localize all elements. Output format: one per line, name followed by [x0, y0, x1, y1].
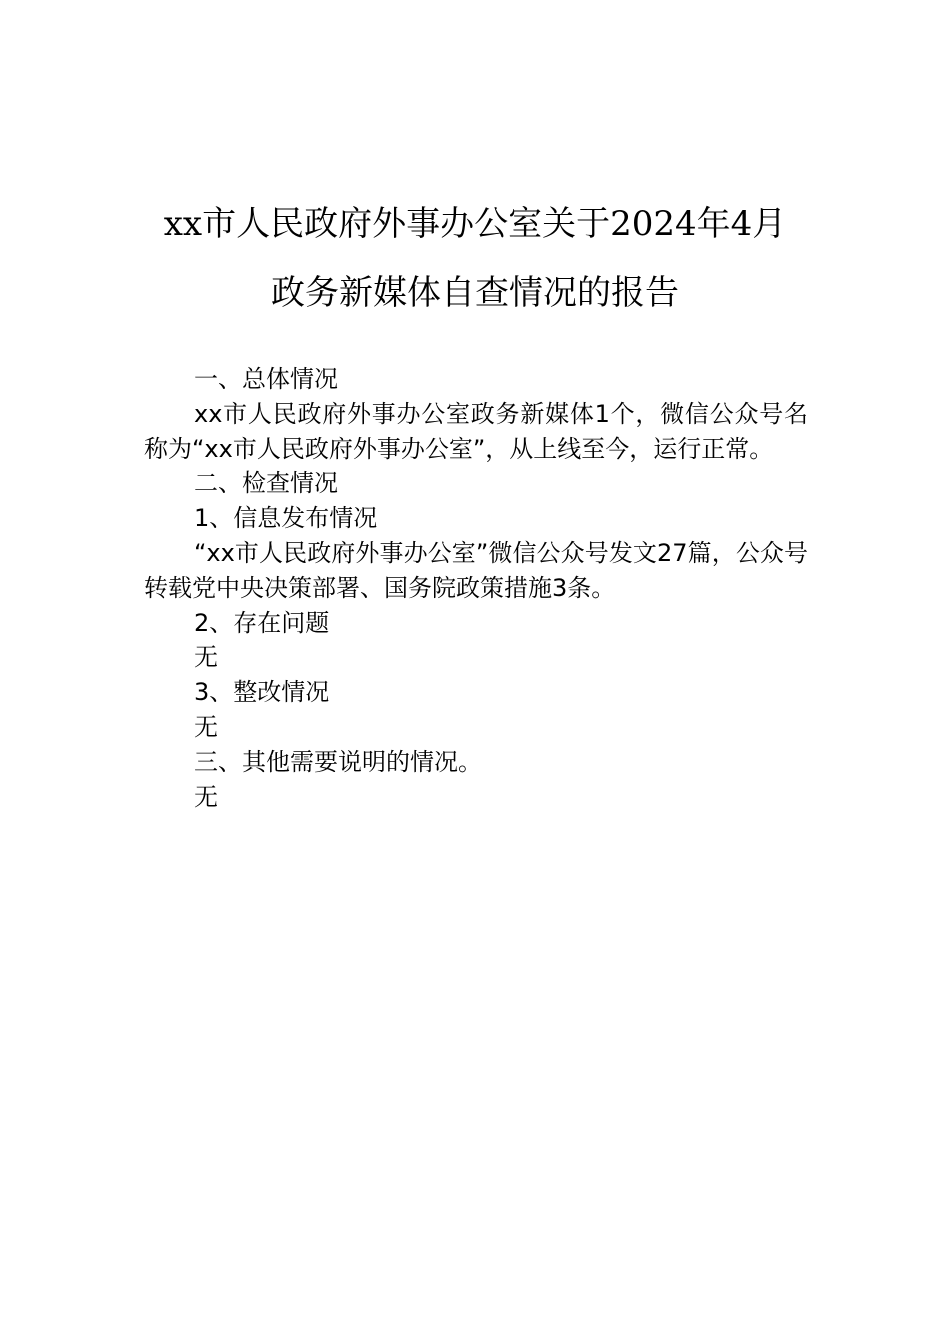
report-body	[144, 362, 808, 814]
heading-overview: 一、总体情况	[194, 365, 338, 393]
report-title-line-1: xx市人民政府外事办公室关于2024年4月	[163, 204, 787, 244]
subheading-info-release: 1、信息发布情况	[194, 504, 378, 533]
paragraph-problems: 无	[194, 643, 218, 672]
paragraph-info-release: “xx市人民政府外事办公室”微信公众号发文27篇，公众号转载党中央决策部署、国务院政策措施3条。	[144, 538, 808, 602]
report-title-line-2: 政务新媒体自查情况的报告	[271, 273, 679, 313]
heading-other: 三、其他需要说明的情况。	[194, 747, 482, 776]
subheading-rectification: 3、整改情况	[194, 678, 330, 707]
paragraph-rectification: 无	[194, 712, 218, 741]
paragraph-other: 无	[194, 782, 218, 811]
paragraph-overview: xx市人民政府外事办公室政务新媒体1个，微信公众号名称为“xx市人民政府外事办公室”，从上线至今，运行正常。	[144, 399, 808, 463]
subheading-problems: 2、存在问题	[194, 608, 330, 637]
heading-inspection: 二、检查情况	[194, 469, 338, 498]
